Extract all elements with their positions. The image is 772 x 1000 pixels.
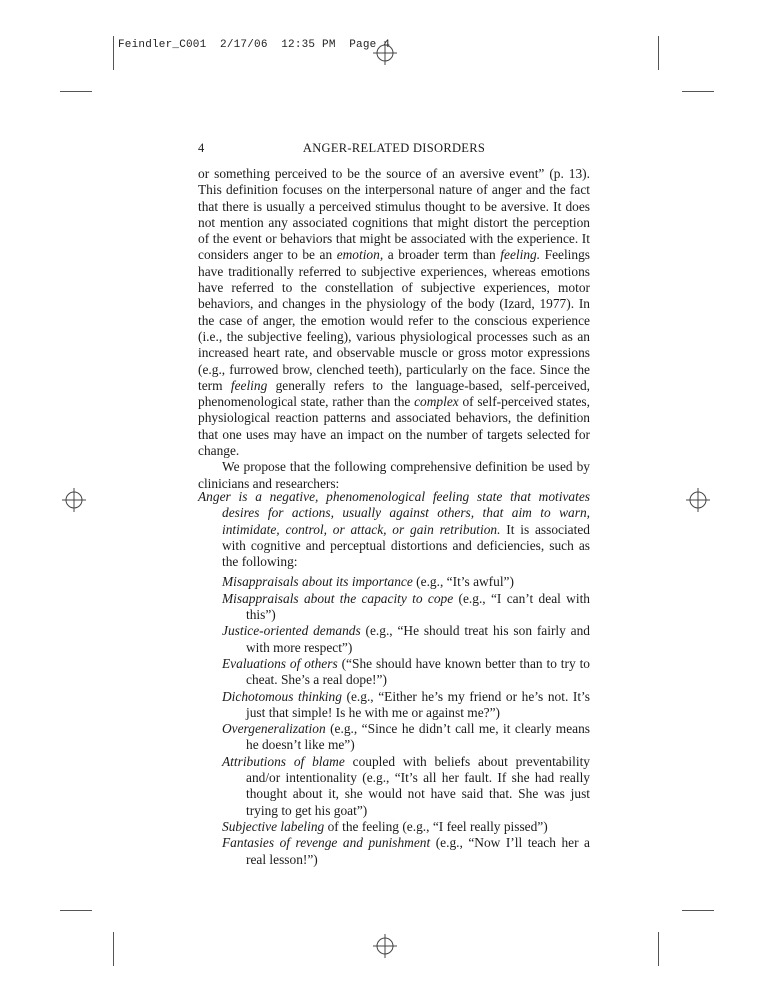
list-item-term: Attributions of blame (222, 753, 345, 769)
list-item: Misappraisals about the capacity to cope (e.g., “I can’t deal with this”) (222, 590, 590, 623)
crop-mark-top-right-horizontal (682, 91, 714, 92)
body-text (198, 166, 590, 492)
page-number: 4 (198, 141, 205, 155)
crop-mark-bottom-left-horizontal (60, 910, 92, 911)
list-item: Evaluations of others (“She should have known better than to try to cheat. She’s a real dope!”) (222, 655, 591, 688)
crop-mark-top-left-horizontal (60, 91, 92, 92)
list-item: Overgeneralization (e.g., “Since he didn’t call me, it clearly means he doesn’t like me”) (222, 721, 590, 753)
list-item-term: Misappraisals about the capacity to cope (222, 590, 454, 606)
list-item: Subjective labeling of the feeling (e.g., “I feel really pissed”) (222, 818, 548, 834)
crop-mark-bottom-right-horizontal (682, 910, 714, 911)
list-item: Fantasies of revenge and punishment (e.g., “Now I’ll teach her a real lesson!”) (222, 835, 590, 867)
anger-definition (198, 489, 590, 868)
registration-mark-right-icon (686, 488, 710, 512)
list-item-term: Justice-oriented demands (222, 623, 361, 639)
list-item: Justice-oriented demands (e.g., “He should treat his son fairly and with more respect”) (222, 623, 590, 655)
list-item-term: Subjective labeling (222, 818, 325, 834)
registration-mark-left-icon (62, 488, 86, 512)
distortion-list (198, 574, 590, 867)
definition-lead: Anger is a negative, phenomenological feeling state that motivates desires for actions, usually against others, that aim to warn, intimidate, control, or attack, or gain retribution. It is associated with cognitive and perceptual distortions and deficiencies, such as the following: (198, 489, 590, 570)
list-item-term: Dichotomous thinking (222, 688, 342, 704)
crop-mark-top-left-vertical (113, 36, 114, 70)
registration-mark-top-icon (373, 41, 397, 65)
crop-mark-bottom-right-vertical (658, 932, 659, 966)
emphasis-complex: complex (414, 394, 459, 410)
paragraph-2: We propose that the following comprehensive definition be used by clinicians and researchers: (198, 459, 590, 491)
list-item: Misappraisals about its importance (e.g., “It’s awful”) (222, 574, 514, 590)
emphasis-feeling-2: feeling (230, 377, 268, 393)
running-head-title: ANGER-RELATED DISORDERS (302, 141, 486, 155)
registration-mark-bottom-icon (373, 934, 397, 958)
emphasis-feeling: feeling. (500, 247, 541, 263)
list-item-term: Misappraisals about its importance (222, 574, 413, 590)
list-item: Attributions of blame coupled with beliefs about preventability and/or intentionality (e.g., “It’s all her fault. If she had really thought about it, she would not have said that. She was just trying to get his goat”) (222, 753, 591, 818)
emphasis-emotion: emotion, (336, 247, 384, 263)
list-item-term: Fantasies of revenge and punishment (222, 835, 431, 851)
paragraph-1: or something perceived to be the source of an aversive event” (p. 13). This definition focuses on the interpersonal nature of anger and the fact that there is usually a perceived stimulus thought to be aversive. It does not mention any associated cognitions that might distort the perception of the event or behaviors that might be associated with the experience. It considers anger to be an emotion, a broader term than feeling. Feelings have traditionally referred to subjective experiences, whereas emotions have referred to the constellation of subjective experiences, motor behaviors, and changes in the physiology of the body (Izard, 1977). In the case of anger, the emotion would refer to the conscious experience (i.e., the subjective feeling), various physiological processes such as an increased heart rate, and observable muscle or gross motor expressions (e.g., furrowed brow, clenched teeth), particularly on the face. Since the term feeling generally refers to the language-based, self-perceived, phenomenological state, rather than the complex of self-perceived states, physiological reaction patterns and associated behaviors, the definition that one uses may have an impact on the number of targets selected for change. (198, 166, 591, 459)
list-item: Dichotomous thinking (e.g., “Either he’s my friend or he’s not. It’s just that simple! Is he with me or against me?”) (222, 688, 590, 720)
list-item-term: Evaluations of others (222, 655, 338, 671)
crop-mark-bottom-left-vertical (113, 932, 114, 966)
list-item-term: Overgeneralization (222, 721, 326, 737)
crop-mark-top-right-vertical (658, 36, 659, 70)
definition-statement: Anger is a negative, phenomenological feeling state that motivates desires for actions, usually against others, that aim to warn, intimidate, control, or attack, or gain retribution. (198, 489, 590, 537)
printer-slug: Feindler_C001 2/17/06 12:35 PM Page 4 (118, 39, 391, 51)
